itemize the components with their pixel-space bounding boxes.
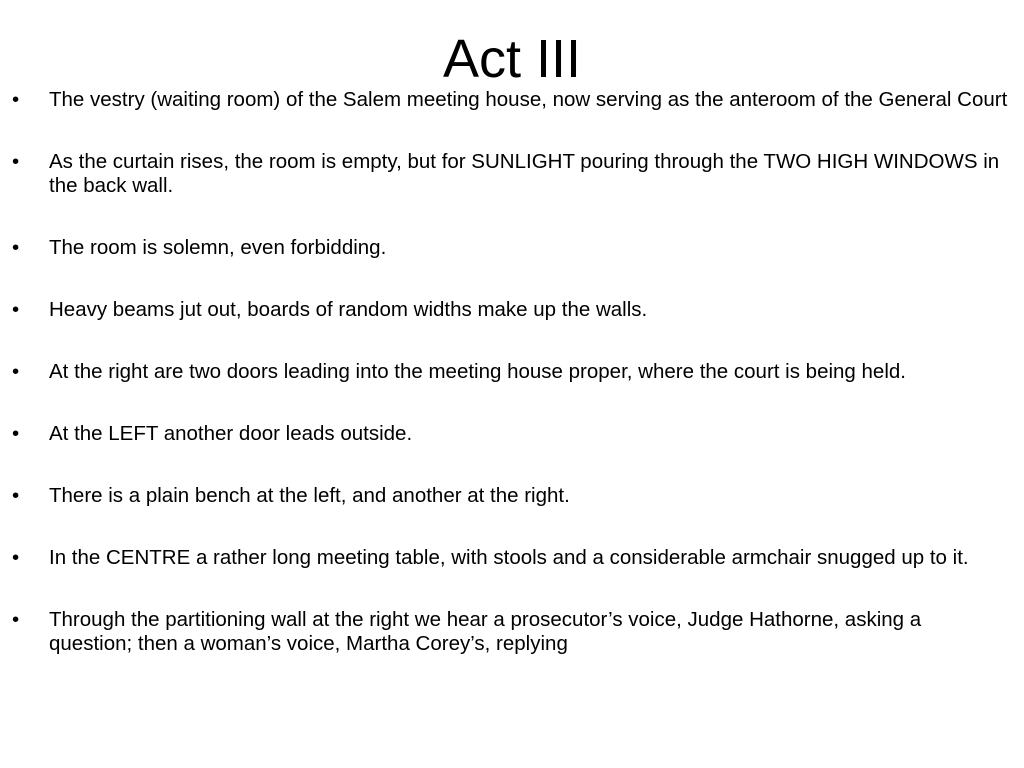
bullet-text: The vestry (waiting room) of the Salem meeting house, now serving as the anteroom of the General Court <box>49 88 1008 111</box>
bullet-item <box>10 608 1010 656</box>
bullet-text: At the right are two doors leading into the meeting house proper, where the court is being held. <box>49 360 906 383</box>
bullet-icon: • <box>12 608 20 631</box>
bullet-icon: • <box>12 298 20 321</box>
bullet-icon: • <box>12 88 20 111</box>
bullet-icon: • <box>12 150 20 173</box>
bullet-text: There is a plain bench at the left, and another at the right. <box>49 484 570 507</box>
bullet-text: At the LEFT another door leads outside. <box>49 422 413 445</box>
bullet-item <box>10 88 1010 112</box>
bullet-icon: • <box>12 360 20 383</box>
bullet-text: Heavy beams jut out, boards of random widths make up the walls. <box>49 298 648 321</box>
slide-title: Act III <box>442 29 582 89</box>
bullet-icon: • <box>12 236 20 259</box>
bullet-item <box>10 484 1010 508</box>
bullet-text: In the CENTRE a rather long meeting table, with stools and a considerable armchair snugged up to it. <box>49 546 969 569</box>
bullet-list <box>10 88 1010 694</box>
bullet-item <box>10 150 1010 198</box>
bullet-item <box>10 298 1010 322</box>
bullet-icon: • <box>12 484 20 507</box>
bullet-item <box>10 422 1010 446</box>
bullet-icon: • <box>12 546 20 569</box>
bullet-text: As the curtain rises, the room is empty, but for SUNLIGHT pouring through the TWO HIGH WINDOWS in the back wall. <box>49 150 1000 197</box>
bullet-item <box>10 546 1010 570</box>
bullet-icon: • <box>12 422 20 445</box>
bullet-item <box>10 360 1010 384</box>
bullet-item <box>10 236 1010 260</box>
bullet-text: Through the partitioning wall at the right we hear a prosecutor’s voice, Judge Hathorne, asking a question; then a woman’s voice, Martha Corey’s, replying <box>49 608 922 655</box>
bullet-text: The room is solemn, even forbidding. <box>49 236 387 259</box>
